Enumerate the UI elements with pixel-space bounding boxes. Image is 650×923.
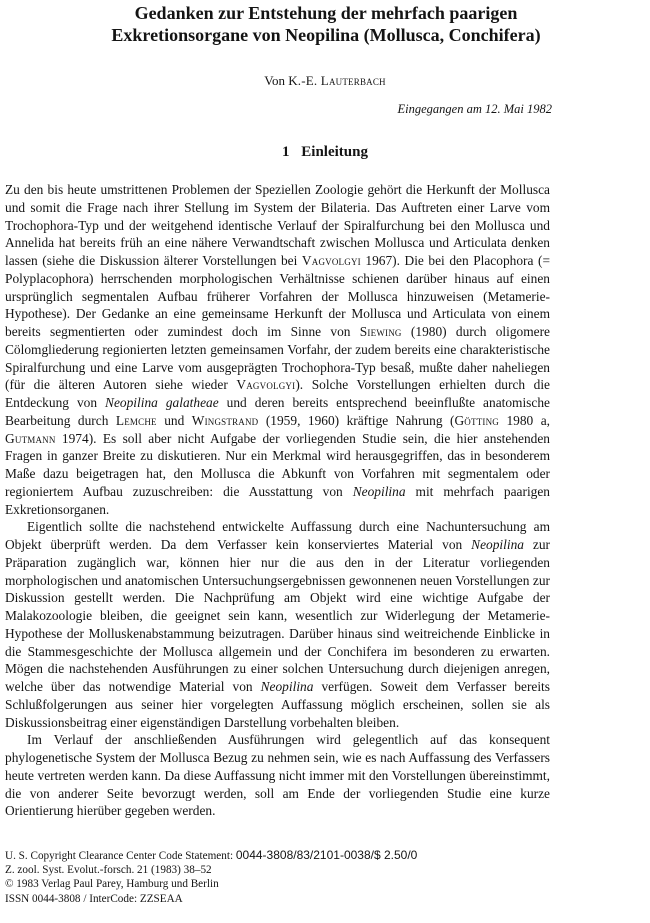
author-citation: Lemche [115,412,157,428]
author-citation: Siewing [359,324,402,339]
copyright-code: 0044-3808/83/2101-0038/$ 2.50/0 [235,848,418,862]
title-line-2: Exkretionsorgane von Neopilina (Mollusca, Conchifera) [111,25,541,45]
author-citation: Vagvolgyi [301,253,361,268]
taxon-name: Neopilina [260,679,314,694]
paragraph-3: Im Verlauf der anschließenden Ausführungen wird gelegentlich auf das konsequent phylogenetische System der Mollusca Bezug zu nehmen sein, wie es nach Auffassung des Verfassers heute vertreten werden kann. Da diese Auffassung nicht immer mit den Vorstellungen übereinstimmt, die von anderer Seite bevorzugt werden, soll am Ende der vorliegenden Studie eine kurze Orientierung hierüber gegeben werden. [5,732,550,819]
paragraph-2 [5,518,550,731]
text-run: und deren bereits entsprechend beeinflußte anatomische Bearbeitung durch [5,395,550,428]
text-run: zur Präparation zugänglich war, können hier nur die aus den in der Literatur vorliegenden morphologischen und anatomischen Untersuchungsergebnissen gewonnenen neuen Vorstellungen zur Diskussion gestellt werden. Die Nachprüfung am Objekt wird eine wichtige Aufgabe der Malakozoologie bleiben, die geeignet sein kann, wesentlich zur Widerlegung der Metamerie-Hypothese der Molluskenabstammung beizutragen. Darüber hinaus sind weitreichende Einblicke in die Stammesgeschichte der Mollusca allgemein und der Conchifera im besonderen zu erwarten. Mögen die nachstehenden Ausführungen zu einer solchen Untersuchung durch diejenigen anregen, welche über das notwendige Material von [5,537,550,694]
text-run: (1980) durch oligomere Cölomgliederung regionierten letzten gemeinsamen Vorfahr, der zudem bereits eine charakteristische Spiralfurchung und eine Larve vom ausgeprägten Trochophora-Typ besaß, mußte daher naheliegen (für die älteren Autoren siehe wieder [5,324,550,393]
author-citation: Wingstrand [191,412,259,428]
text-run: 1974). Es soll aber nicht Aufgabe der vorliegenden Studie sein, die hier anstehenden Fragen in ganzer Breite zu diskutieren. Nur ein Merkmal wird herausgegriffen, das in besonderem Maße dazu beigetragen hat, den Mollusca die Abkunft von Vorfahren mit segmentalem oder regioniertem Aufbau zuzuschreiben: die Ausstattung von [5,430,550,499]
taxon-name: Neopilina [352,483,406,499]
author-citation: Vagvolgyi [236,377,296,393]
publication-footer [5,848,605,906]
author-citation: Gutmann [5,430,56,446]
author-name: K.-E. Lauterbach [288,73,386,88]
author-prefix: Von [264,73,285,88]
journal-citation: Z. zool. Syst. Evolut.-forsch. 21 (1983) 38–52 [5,864,212,877]
text-run: 1967). Die bei den Placophora (= Polyplacophora) herrschenden morphologischen Verhältnisse schienen darüber hinaus auf einen ursprünglich segmentalen Aufbau früherer Vorfahren der Mollusca hinzuweisen (Metamerie-Hypothese). Der Gedanke an eine gemeinsame Herkunft der Mollusca und Articulata von einem bereits segmentierten oder zumindest doch im Sinne von [5,253,550,339]
author-line [0,73,650,89]
publisher-copyright: © 1983 Verlag Paul Parey, Hamburg und Berlin [5,878,219,891]
text-run: Eigentlich sollte die nachstehend entwickelte Auffassung durch eine Nachuntersuchung am Objekt überprüft werden. Da dem Verfasser kein konserviertes Material von [5,519,550,552]
taxon-name: Neopilina [471,537,524,552]
section-heading [0,143,650,161]
author-citation: Götting [454,412,499,428]
paragraph-1 [5,181,550,518]
received-date: Eingegangen am 12. Mai 1982 [397,102,552,116]
text-run: mit mehrfach paarigen Exkretionsorganen. [5,483,550,517]
text-run: ). Solche Vorstellungen erhielten durch die Entdeckung von [5,377,551,410]
text-run: 1980 a, [499,412,550,428]
text-run: (1959, 1960) kräftige Nahrung ( [258,412,455,428]
taxon-name: Neopilina galatheae [105,395,219,410]
copyright-code-label: U. S. Copyright Clearance Center Code Statement: [5,850,236,862]
text-run: und [156,412,192,428]
copyright-code-line [5,848,605,863]
body-text [5,181,550,820]
issn-line: ISSN 0044-3808 / InterCode: ZZSEAA [5,892,183,905]
section-title: Einleitung [301,144,368,160]
section-number: 1 [282,144,290,160]
text-run: Zu den bis heute umstrittenen Problemen der Speziellen Zoologie gehört die Herkunft der Mollusca und somit die Frage nach ihrer Stellung im System der Bilateria. Das Auftreten einer Larve vom Trochophora-Typ und der weitgehend identische Verlauf der Spiralfurchung bei den Mollusca und Annelida hat bereits früh an eine nähere Verwandtschaft zwischen Mollusca und Articulata denken lassen (siehe die Diskussion älterer Vorstellungen bei [5,182,550,268]
title-line-1: Gedanken zur Entstehung der mehrfach paarigen [134,3,518,23]
text-run: verfügen. Soweit dem Verfasser bereits Schlußfolgerungen aus seiner hier vorgelegten Auffassung möglich erscheinen, sollen sie als Diskussionsbeitrag einer eigenständigen Darstellung vorbehalten bleiben. [5,679,550,730]
paper-title [20,2,632,46]
